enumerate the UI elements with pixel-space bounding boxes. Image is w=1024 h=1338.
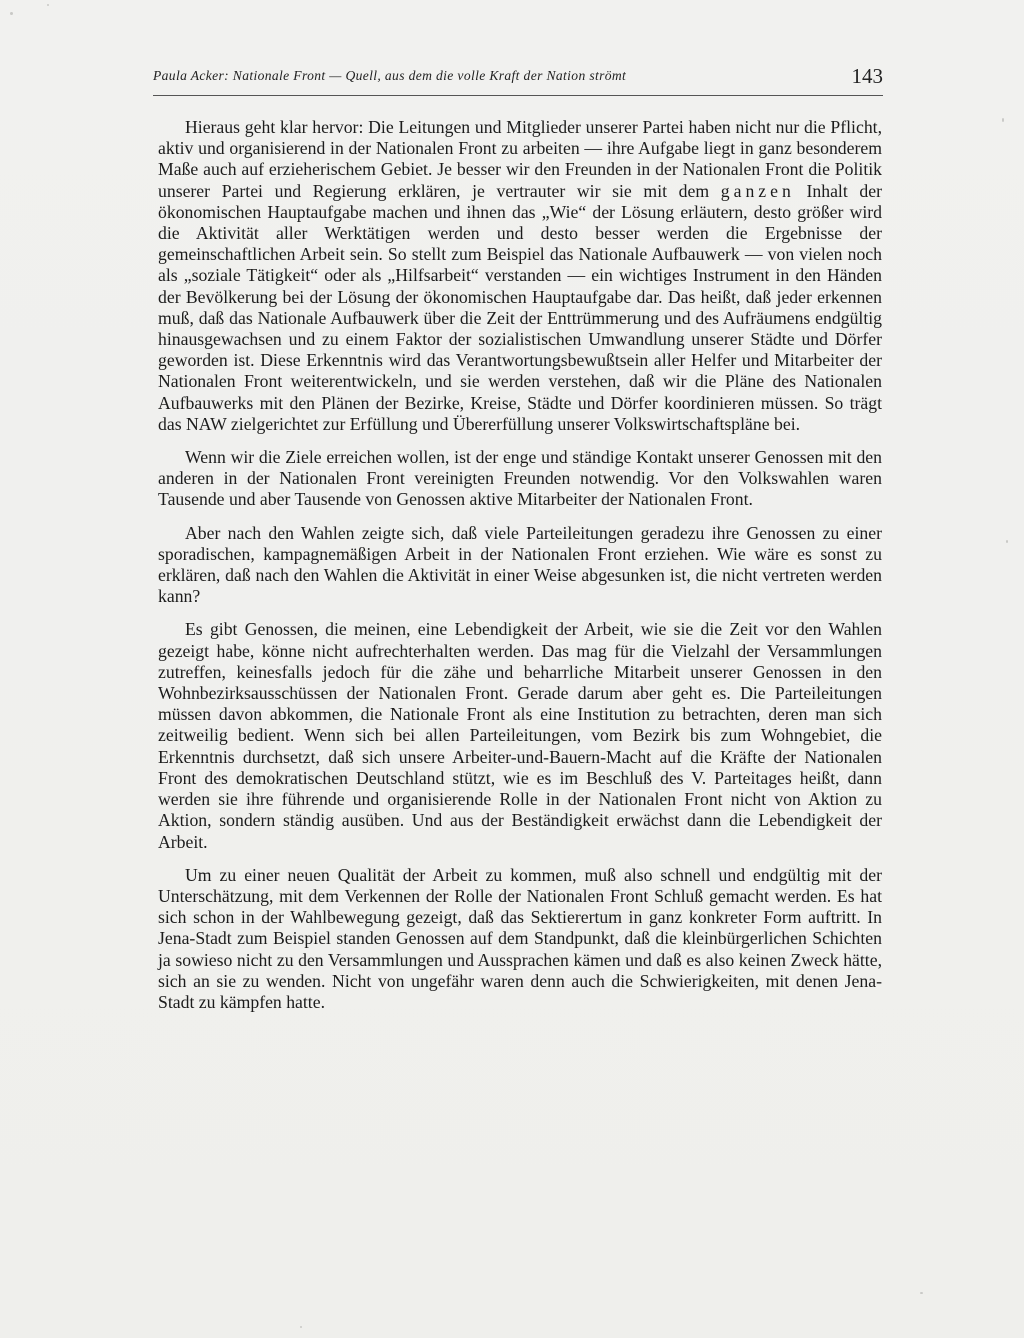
paragraph-2: Wenn wir die Ziele erreichen wollen, ist der enge und ständige Kontakt unserer Genossen mit den anderen in der Nationalen Front vereinigten Freunden notwendig. Vor den Volkswahlen waren Tausende und aber Tausende von Genossen aktive Mitarbeiter der Nationalen Front. [158, 447, 882, 510]
scan-speckle [1006, 540, 1008, 543]
scan-speckle [1002, 118, 1004, 122]
scan-speckle [920, 1292, 923, 1294]
body-text [158, 117, 882, 1025]
header-rule [153, 95, 883, 96]
scan-speckle [10, 12, 13, 15]
paragraph-1 [158, 117, 882, 435]
paragraph-1-text-b: Inhalt der ökonomischen Hauptaufgabe machen und ihnen das „Wie“ der Lösung erläutern, desto größer wird die Aktivität aller Werktätigen werden und desto besser werden die Ergebnisse der gemeinschaftlichen Arbeit sein. So stellt zum Beispiel das Nationale Aufbauwerk — von vielen noch als „soziale Tätigkeit“ oder als „Hilfsarbeit“ verstanden — ein wichtiges Instrument in den Händen der Bevölkerung bei der Lösung der ökonomischen Hauptaufgabe dar. Das heißt, daß jeder erkennen muß, daß das Nationale Aufbauwerk über die Zeit der Enttrümmerung und des Aufräumens endgültig hinausgewachsen und zu einem Faktor der sozialistischen Umwandlung unserer Städte und Dörfer geworden ist. Diese Erkenntnis wird das Verantwortungsbewußtsein aller Helfer und Mitarbeiter der Nationalen Front weiterentwickeln, und sie werden verstehen, daß wir die Pläne des Nationalen Aufbauwerks mit den Plänen der Bezirke, Kreise, Städte und Dörfer koordinieren müssen. So trägt das NAW zielgerichtet zur Erfüllung und Übererfüllung unserer Volkswirtschaftspläne bei. [158, 180, 882, 434]
emphasized-word: ganzen [720, 180, 795, 201]
paragraph-5: Um zu einer neuen Qualität der Arbeit zu kommen, muß also schnell und endgültig mit der Unterschätzung, mit dem Verkennen der Rolle der Nationalen Front Schluß gemacht werden. Es hat sich schon in der Wahlbewegung gezeigt, daß das Sektierertum in ganz konkreter Form auftritt. In Jena-Stadt zum Beispiel standen Genossen auf dem Standpunkt, daß die kleinbürgerlichen Schichten ja sowieso nicht zu den Versammlungen und Aussprachen kämen und daß es also keinen Zweck hätte, sich an sie zu wenden. Nicht von ungefähr waren denn auch die Schwierigkeiten, mit denen Jena-Stadt zu kämpfen hatte. [158, 864, 882, 1012]
paragraph-1-text-a: Hieraus geht klar hervor: Die Leitungen und Mitglieder unserer Partei haben nicht nur die Pflicht, aktiv und organisierend in der Nationalen Front zu arbeiten — ihre Aufgabe liegt in ganz besonderem Maße auch auf erzieherischem Gebiet. Je besser wir den Freunden in der Nationalen Front die Politik unserer Partei und Regierung erklären, je vertrauter wir sie mit dem [158, 117, 882, 201]
running-title: Paula Acker: Nationale Front — Quell, aus dem die volle Kraft der Nation strömt [153, 68, 627, 83]
paragraph-3: Aber nach den Wahlen zeigte sich, daß viele Parteileitungen geradezu ihre Genossen zu einer sporadischen, kampagnemäßigen Arbeit in der Nationalen Front erziehen. Wie wäre es sonst zu erklären, daß nach den Wahlen die Aktivität in einer Weise abgesunken ist, die nicht vertreten werden kann? [158, 522, 882, 607]
scan-speckle [300, 1326, 302, 1328]
page-number: 143 [851, 64, 883, 88]
scan-speckle [47, 4, 49, 6]
running-head [153, 64, 883, 92]
paragraph-4: Es gibt Genossen, die meinen, eine Lebendigkeit der Arbeit, wie sie die Zeit vor den Wahlen gezeigt habe, könne nicht aufrechterhalten werden. Das mag für die Vielzahl der Versammlungen zutreffen, keinesfalls jedoch für die zähe und beharrliche Mitarbeit unserer Genossen in den Wohnbezirksausschüssen der Nationalen Front. Gerade darum aber geht es. Die Parteileitungen müssen davon abkommen, die Nationale Front als eine Institution zu betrachten, deren man sich zeitweilig bedient. Wenn sich bei allen Parteileitungen, vom Bezirk bis zum Wohngebiet, die Erkenntnis durchsetzt, daß sich unsere Arbeiter-und-Bauern-Macht auf die Kräfte der Nationalen Front des demokratischen Deutschland stützt, wie es im Beschluß des V. Parteitages heißt, dann werden sie ihre führende und organisierende Rolle in der Nationalen Front nicht von Aktion zu Aktion, sondern ständig ausüben. Und aus der Beständigkeit erwächst dann die Lebendigkeit der Arbeit. [158, 619, 882, 852]
